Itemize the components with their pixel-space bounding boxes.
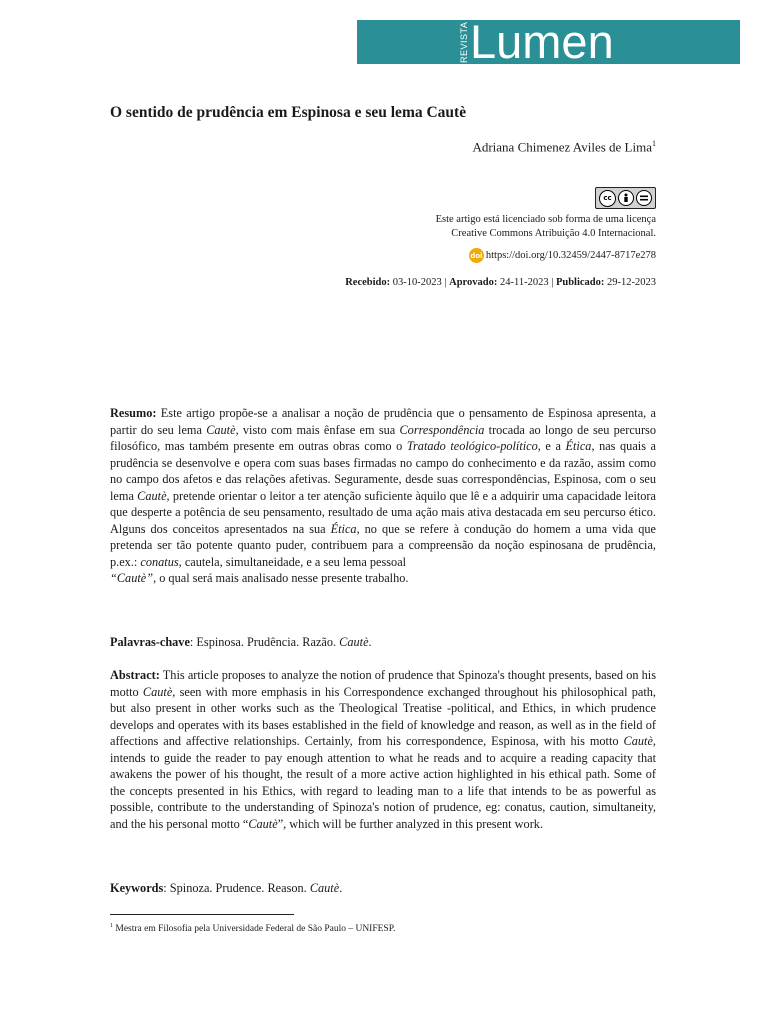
approved-date: 24-11-2023	[499, 277, 549, 288]
resumo-paragraph	[110, 405, 656, 587]
by-icon	[618, 190, 634, 206]
footnote-text: Mestra em Filosofia pela Universidade Federal de São Paulo – UNIFESP.	[113, 924, 396, 935]
palavras-chave-paragraph	[110, 634, 656, 651]
nd-icon	[636, 190, 652, 206]
doi-icon: doi	[469, 248, 484, 263]
abstract-text: This article proposes to analyze the notion of prudence that Spinoza's thought presents, based on his motto	[110, 668, 656, 699]
palavras-chave-label: Palavras-chave	[110, 635, 190, 649]
abstract-text: , seen with more emphasis in his Correspondence exchanged throughout his philosophical path, but also present in other works such as the Theological Treatise -political, and Ethics, in which prudence develops and operates with its bases established in the field of knowledge and reason, as well as in the field of affections and affective relationships. Certainly, from his correspondence, Espinosa, with his motto	[110, 684, 656, 748]
keywords-label: Keywords	[110, 881, 164, 895]
resumo-emphasis: Ética	[330, 521, 357, 536]
abstract-emphasis: Cautè	[623, 734, 653, 748]
resumo-emphasis: Cautè	[206, 422, 236, 437]
doi-line	[469, 248, 656, 263]
resumo-text: , o qual será mais analisado nesse presente trabalho.	[153, 571, 409, 585]
approved-label: Aprovado:	[449, 277, 498, 288]
resumo-emphasis: Ética	[565, 439, 592, 453]
keywords-emphasis: Cautè	[309, 881, 340, 895]
date-separator: |	[444, 277, 447, 288]
palavras-chave-end: .	[368, 635, 372, 649]
abstract-emphasis: Cautè	[248, 816, 278, 831]
license-block	[436, 187, 656, 241]
abstract-label: Abstract:	[110, 668, 160, 682]
received-label: Recebido:	[345, 277, 391, 288]
abstract-emphasis: Cautè	[142, 684, 173, 699]
keywords-end: .	[339, 881, 343, 895]
abstract-text: ”, which will be further analyzed in this present work.	[277, 816, 544, 831]
license-text-line1: Este artigo está licenciado sob forma de uma licença	[435, 214, 656, 225]
resumo-label: Resumo:	[110, 406, 157, 420]
palavras-chave-emphasis: Cautè	[339, 635, 369, 649]
journal-banner	[357, 15, 740, 68]
published-date: 29-12-2023	[607, 277, 656, 288]
resumo-text: pretende orientar o leitor a ter atenção suficiente àquilo que lê e a adquirir uma capacidade leitora que desperte a potência de seu pensamento, resultado de uma ação mais ativa destacada em seu percurso ético. Alguns dos conceitos apresentados na sua	[110, 488, 656, 536]
footnote-mark: 1	[110, 923, 113, 929]
keywords-paragraph	[110, 880, 656, 897]
author-line	[472, 139, 656, 155]
footnote-divider	[110, 914, 294, 915]
journal-revista-label: REVISTA	[459, 21, 469, 63]
resumo-emphasis: Correspondência	[399, 422, 485, 437]
cc-license-badge[interactable]	[595, 187, 656, 209]
abstract-paragraph	[110, 667, 656, 832]
palavras-chave-text: : Espinosa. Prudência. Razão.	[189, 635, 340, 649]
resumo-text: , nas quais a prudência se desenvolve e opera com suas bases firmadas no campo do conhecimento e da razão, assim como no campo dos afetos e das relações afetivas. Seguramente, desde suas correspondências, Espinosa, com o seu lema	[110, 439, 657, 503]
published-label: Publicado:	[555, 277, 605, 288]
article-title: O sentido de prudência em Espinosa e seu lema Cautè	[110, 104, 467, 121]
resumo-emphasis: Cautè,	[137, 488, 170, 503]
resumo-emphasis: Tratado teológico-político	[406, 439, 538, 453]
resumo-text: Este artigo propõe-se a analisar a noção de prudência que o pensamento de Espinosa apresenta, a partir do seu lema	[110, 406, 656, 437]
resumo-text: , e a	[537, 439, 566, 453]
abstract-text: , intends to guide the reader to pay enough attention to what he reads and to acquire a reading capacity that awakens the power of his thought, the result of a more active action highlighted in his ethical path. Some of the concepts presented in his Ethics, with regard to leading man to a life that intends to be as powerful as possible, contribute to the understanding of Spinoza's notion of prudence, eg: conatus, caution, simultaneity, and the his personal motto “	[110, 734, 656, 831]
dates-line	[345, 277, 656, 288]
resumo-emphasis: conatus	[140, 554, 179, 569]
resumo-text: , visto com mais ênfase em sua	[235, 422, 400, 437]
doi-link[interactable]: https://doi.org/10.32459/2447-8717e278	[485, 250, 656, 261]
keywords-text: : Spinoza. Prudence. Reason.	[163, 881, 310, 895]
resumo-text: trocada ao longo de seu percurso filosófico, mas também presente em outras obras como o	[110, 422, 656, 453]
license-text-line2: Creative Commons Atribuição 4.0 Internacional.	[451, 228, 656, 239]
author-footnote-mark[interactable]: 1	[652, 139, 656, 148]
author-name: Adriana Chimenez Aviles de Lima	[472, 139, 652, 155]
journal-title: Lumen	[470, 15, 614, 68]
cc-icon: cc	[599, 190, 616, 207]
received-date: 03-10-2023	[392, 277, 442, 288]
resumo-emphasis: “Cautè”	[110, 571, 154, 585]
resumo-text: , cautela, simultaneidade, e a seu lema pessoal	[178, 554, 407, 569]
footnote	[110, 923, 395, 934]
resumo-text: , no que se refere à condução do homem a uma vida que pretenda ser tão potente quanto puder, contribuem para a compreensão da noção espinosana de prudência, p.ex.:	[110, 521, 657, 569]
date-separator: |	[551, 277, 554, 288]
